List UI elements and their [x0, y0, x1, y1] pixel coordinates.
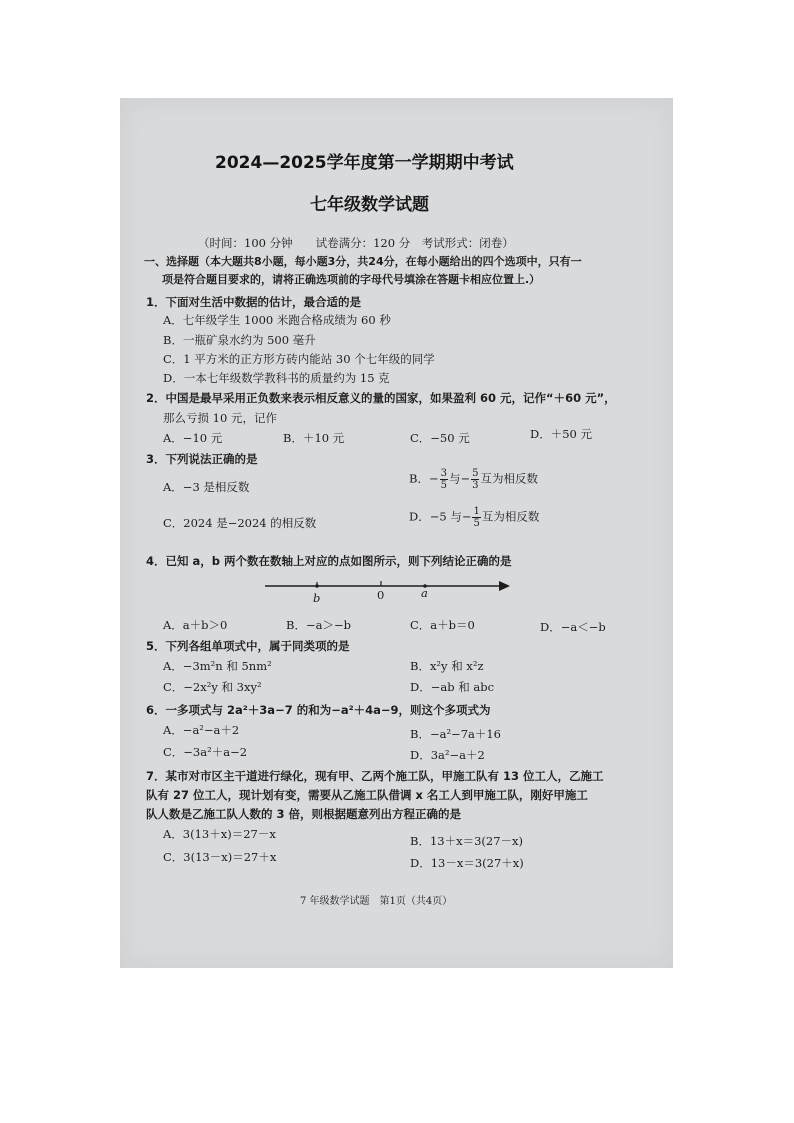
q5-option-a: A．−3m²n 和 5nm² [163, 659, 272, 673]
number-line-figure [265, 576, 515, 606]
q6-option-b: B．−a²−7a＋16 [410, 727, 501, 741]
question-2-stem-line2: 那么亏损 10 元，记作 [163, 411, 277, 425]
q7-option-b: B．13＋x＝3(27－x) [410, 834, 523, 848]
q4-option-c: C．a＋b＝0 [410, 618, 475, 632]
exam-paper [120, 98, 673, 968]
q3-option-c: C．2024 是−2024 的相反数 [163, 516, 317, 530]
q7-option-c: C．3(13－x)＝27＋x [163, 850, 277, 864]
q3-option-d: D．−5 与− $\frac{1}{5}$ 互为相反数 [409, 506, 540, 529]
question-6-stem: 6．一多项式与 2a²＋3a−7 的和为−a²＋4a−9，则这个多项式为 [146, 703, 491, 717]
number-line-label-b: b [313, 591, 321, 605]
q6-option-c: C．−3a²＋a−2 [163, 745, 248, 759]
q1-option-b: B．一瓶矿泉水约为 500 毫升 [163, 333, 316, 347]
page-footer: 7 年级数学试题 第1页（共4页） [300, 896, 453, 907]
question-3-stem: 3．下列说法正确的是 [146, 452, 258, 466]
q2-option-d: D．＋50 元 [530, 427, 593, 441]
q7-option-a: A．3(13＋x)＝27－x [163, 827, 276, 841]
exam-info: （时间：100 分钟 试卷满分：120 分 考试形式：闭卷） [198, 236, 514, 250]
question-4-stem: 4．已知 a，b 两个数在数轴上对应的点如图所示，则下列结论正确的是 [146, 554, 512, 568]
q4-option-d: D．−a＜−b [540, 620, 606, 634]
q2-option-b: B．＋10 元 [283, 431, 345, 445]
exam-subtitle: 七年级数学试题 [310, 195, 429, 215]
q6-option-a: A．−a²−a＋2 [163, 723, 240, 737]
section-instructions-line2: 项是符合题目要求的，请将正确选项前的字母代号填涂在答题卡相应位置上.） [162, 273, 541, 286]
q1-option-c: C．1 平方米的正方形方砖内能站 30 个七年级的同学 [163, 352, 435, 366]
q1-option-d: D．一本七年级数学教科书的质量约为 15 克 [163, 371, 390, 385]
number-line-label-zero: 0 [377, 588, 385, 602]
q4-option-b: B．−a＞−b [286, 618, 351, 632]
number-line-arrow [499, 581, 510, 591]
question-5-stem: 5．下列各组单项式中，属于同类项的是 [146, 639, 350, 653]
question-7-line1: 7．某市对市区主干道进行绿化，现有甲、乙两个施工队，甲施工队有 13 位工人，乙施工 [146, 769, 604, 783]
question-2-stem-line1: 2．中国是最早采用正负数来表示相反意义的量的国家，如果盈利 60 元，记作“＋60 元”， [146, 391, 616, 405]
exam-title: 2024—2025学年度第一学期期中考试 [215, 153, 514, 173]
q2-option-a: A．−10 元 [163, 431, 223, 445]
point-b [315, 584, 319, 588]
q4-option-a: A．a＋b＞0 [163, 618, 228, 632]
q7-option-d: D．13－x＝3(27＋x) [410, 856, 524, 870]
question-1-stem: 1．下面对生活中数据的估计，最合适的是 [146, 295, 361, 309]
number-line-label-a: a [421, 586, 428, 600]
section-instructions-line1: 一、选择题（本大题共8小题，每小题3分，共24分，在每小题给出的四个选项中，只有一 [144, 255, 582, 268]
question-7-line2: 队有 27 位工人，现计划有变，需要从乙施工队借调 x 名工人到甲施工队，刚好甲施工 [146, 788, 588, 802]
q6-option-d: D．3a²−a＋2 [410, 748, 485, 762]
q5-option-d: D．−ab 和 abc [410, 680, 495, 694]
q5-option-b: B．x²y 和 x²z [410, 659, 484, 673]
q2-option-c: C．−50 元 [410, 431, 470, 445]
question-7-line3: 队人数是乙施工队人数的 3 倍，则根据题意列出方程正确的是 [146, 807, 462, 821]
q3-option-b: B．− $\frac{3}{5}$ 与− $\frac{5}{3}$ 互为相反数 [409, 468, 538, 491]
q3-option-a: A．−3 是相反数 [163, 480, 250, 494]
q5-option-c: C．−2x²y 和 3xy² [163, 680, 262, 694]
q1-option-a: A．七年级学生 1000 米跑合格成绩为 60 秒 [163, 313, 391, 327]
